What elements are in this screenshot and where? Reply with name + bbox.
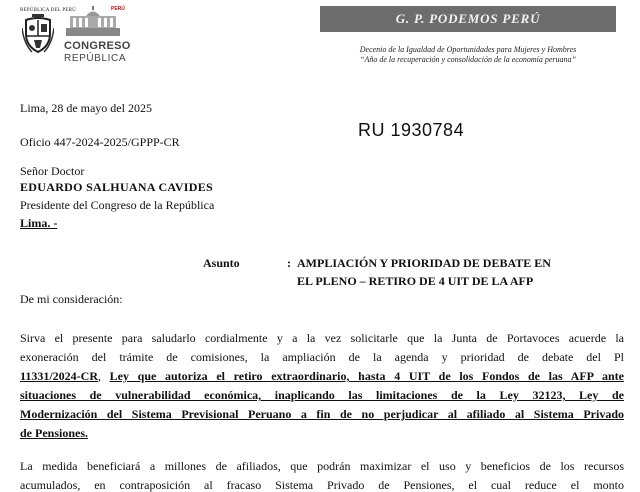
peru-coat-of-arms [20,8,76,60]
p2-line-1: La medida beneficiará a millones de afiliados, que podrán maximizar el uso y beneficios de los recursos [20,459,624,473]
bill-separator: , [98,369,110,383]
subject-label: Asunto [203,256,240,270]
coat-of-arms-icon [22,14,54,56]
office-reference: Oficio 447-2024-2025/GPPP-CR [20,135,180,149]
congreso-logo [64,6,134,64]
place-date: Lima, 28 de mayo del 2025 [20,101,152,115]
p1-line-6: de Pensiones. [20,426,89,440]
congress-name-line1: CONGRESO [64,40,131,52]
paragraph-benefit [20,457,624,492]
subject-colon: : [287,256,291,270]
congress-peru-tag: PERÚ [111,6,125,12]
salutation-title: Señor Doctor [20,164,85,178]
congress-name-line2: REPÚBLICA [64,53,127,64]
p1-line-5: Modernización del Sistema Previsional Peruano a fin de no perjudicar al afiliado al Sistema Privado [20,407,624,421]
bill-number: 11331/2024-CR [20,369,98,383]
greeting: De mi consideración: [20,292,123,306]
subject-line-1: AMPLIACIÓN Y PRIORIDAD DE DEBATE EN [297,256,551,270]
decade-line-2: “Año de la recuperación y consolidación de la economía peruana” [360,55,576,64]
recipient-city: Lima. - [20,216,58,230]
crest-caption: REPÚBLICA DEL PERÚ [20,8,76,13]
ru-number: RU 1930784 [358,120,465,140]
recipient-name: EDUARDO SALHUANA CAVIDES [20,180,214,194]
decade-motto [320,45,616,65]
p2-line-2: acumulados, en contraposición al fracaso Sistema Privado de Pensiones, el cual reduce el monto [20,478,624,492]
paragraph-request [20,329,624,443]
p1-line-3 [20,367,624,386]
decade-line-1: Decenio de la Igualdad de Oportunidades para Mujeres y Hombres [359,45,577,54]
subject-line-2: EL PLENO – RETIRO DE 4 UIT DE LA AFP [297,274,534,288]
p1-line-2: exoneración del trámite de comisiones, la ampliación de la agenda y prioridad de debate del Pl [20,350,624,364]
p1-line-4: situaciones de vulnerabilidad económica, inaplicando las limitaciones de la Ley 32123, Ley de [20,388,624,402]
recipient-role: Presidente del Congreso de la República [20,198,215,212]
bill-title-part-1: Ley que autoriza el retiro extraordinario, hasta 4 UIT de los Fondos de las AFP ante [109,369,625,383]
p1-line-1: Sirva el presente para saludarlo cordialmente y a la vez solicitarle que la Junta de Portavoces acuerde la [20,331,624,345]
party-banner: G. P. PODEMOS PERÚ [320,6,616,32]
